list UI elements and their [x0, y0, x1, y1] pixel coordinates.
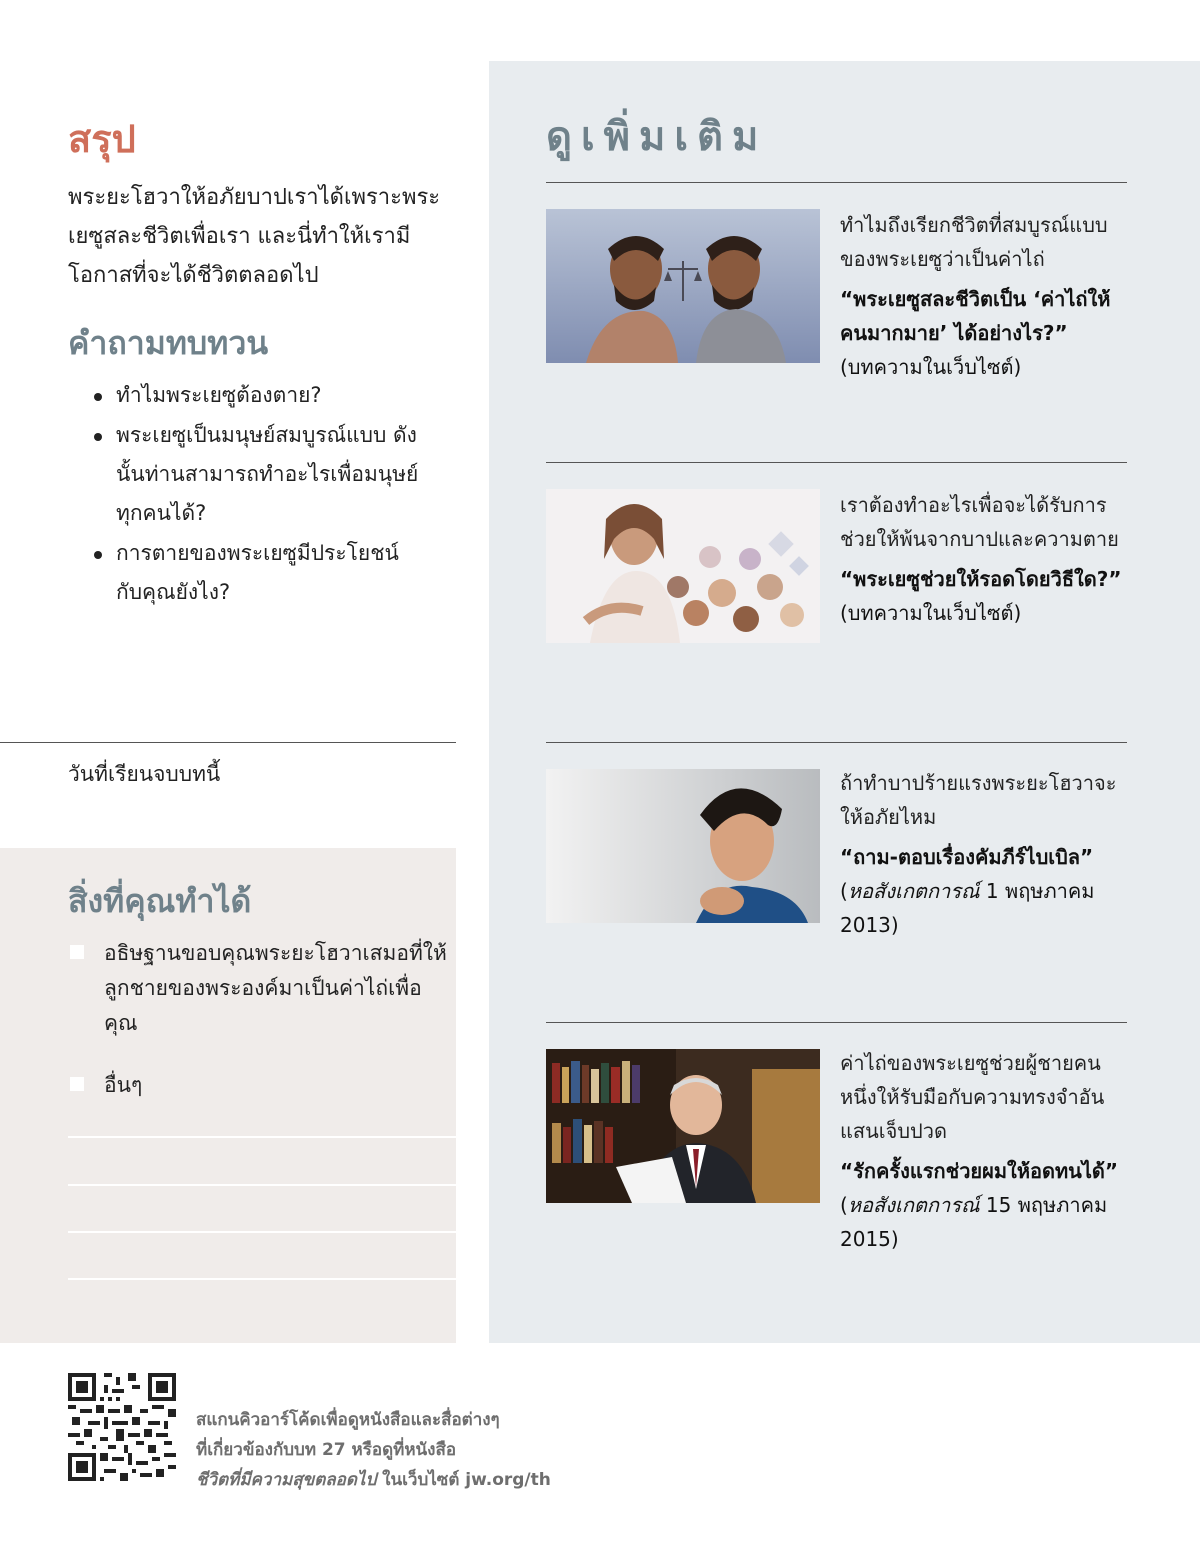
- review-question: พระเยซูเป็นมนุษย์สมบูรณ์แบบ ดังนั้นท่านสามารถทำอะไรเพื่อมนุษย์ทุกคนได้?: [92, 416, 422, 533]
- entry-source-publication: หอสังเกตการณ์: [847, 879, 980, 903]
- summary-text: พระยะโฮวาให้อภัยบาปเราได้เพราะพระเยซูสละชีวิตเพื่อเรา และนี่ทำให้เรามีโอกาสที่จะได้ชีวิตตลอดไป: [68, 185, 441, 288]
- entry-source-publication: หอสังเกตการณ์: [847, 1193, 980, 1217]
- entry-link-title[interactable]: “ถาม-ตอบเรื่องคัมภีร์ไบเบิล”: [840, 845, 1094, 869]
- qr-code-icon[interactable]: [68, 1373, 176, 1481]
- divider: [546, 1022, 1127, 1023]
- todo-item-label: อื่นๆ: [104, 1073, 143, 1097]
- writing-line[interactable]: [68, 1278, 456, 1280]
- entry-source: (หอสังเกตการณ์ 15 พฤษภาคม 2015): [840, 1193, 1108, 1251]
- book-title: ชีวิตที่มีความสุขตลอดไป: [196, 1470, 377, 1490]
- see-more-entry: [840, 208, 1130, 384]
- todo-item[interactable]: [68, 936, 448, 1041]
- entry-source: (บทความในเว็บไซต์): [840, 601, 1022, 625]
- completion-date-label: วันที่เรียนจบบทนี้: [68, 762, 221, 786]
- two-men-scales-image[interactable]: [546, 209, 820, 363]
- see-more-heading: ดูเพิ่มเติม: [546, 114, 768, 160]
- entry-source: (บทความในเว็บไซต์): [840, 355, 1022, 379]
- qr-caption-line: [196, 1465, 551, 1495]
- todo-heading: สิ่งที่คุณทำได้: [68, 882, 252, 920]
- divider: [546, 742, 1127, 743]
- see-more-entry: [840, 1046, 1130, 1256]
- entry-source: (หอสังเกตการณ์ 1 พฤษภาคม 2013): [840, 879, 1095, 937]
- writing-line[interactable]: [68, 1184, 456, 1186]
- entry-link-title[interactable]: “รักครั้งแรกช่วยผมให้อดทนได้”: [840, 1159, 1119, 1183]
- see-more-entry: [840, 488, 1130, 630]
- writing-line[interactable]: [68, 1231, 456, 1233]
- entry-link-title[interactable]: “พระเยซูช่วยให้รอดโดยวิธีใด?”: [840, 567, 1122, 591]
- entry-question: เราต้องทำอะไรเพื่อจะได้รับการช่วยให้พ้นจากบาปและความตาย: [840, 493, 1119, 551]
- summary-heading: สรุป: [68, 117, 136, 161]
- entry-question: ทำไมถึงเรียกชีวิตที่สมบูรณ์แบบของพระเยซูว่าเป็นค่าไถ่: [840, 213, 1108, 271]
- qr-caption: [196, 1405, 551, 1495]
- checkbox[interactable]: [70, 945, 84, 959]
- see-more-entry: [840, 766, 1130, 942]
- date-divider: [0, 742, 456, 743]
- qr-caption-line: ที่เกี่ยวข้องกับบท 27 หรือดูที่หนังสือ: [196, 1440, 457, 1460]
- entry-source-date: 1 พฤษภาคม 2013: [840, 879, 1095, 937]
- qr-caption-line: สแกนคิวอาร์โค้ดเพื่อดูหนังสือและสื่อต่างๆ: [196, 1410, 500, 1430]
- jesus-crowd-image[interactable]: [546, 489, 820, 643]
- todo-item[interactable]: [68, 1068, 448, 1103]
- review-question: ทำไมพระเยซูต้องตาย?: [92, 376, 422, 415]
- review-questions-heading: คำถามทบทวน: [68, 324, 269, 362]
- website-text[interactable]: ในเว็บไซต์ jw.org/th: [376, 1470, 551, 1490]
- entry-source-date: 15 พฤษภาคม 2015: [840, 1193, 1108, 1251]
- divider: [546, 462, 1127, 463]
- entry-question: ถ้าทำบาปร้ายแรงพระยะโฮวาจะให้อภัยไหม: [840, 771, 1117, 829]
- entry-question: ค่าไถ่ของพระเยซูช่วยผู้ชายคนหนึ่งให้รับมือกับความทรงจำอันแสนเจ็บปวด: [840, 1051, 1105, 1143]
- writing-line[interactable]: [68, 1136, 456, 1138]
- todo-item-label: อธิษฐานขอบคุณพระยะโฮวาเสมอที่ให้ลูกชายของพระองค์มาเป็นค่าไถ่เพื่อคุณ: [104, 941, 447, 1035]
- checkbox[interactable]: [70, 1077, 84, 1091]
- review-question: การตายของพระเยซูมีประโยชน์กับคุณยังไง?: [92, 534, 422, 612]
- man-praying-image[interactable]: [546, 769, 820, 923]
- review-questions-list: [92, 376, 422, 613]
- entry-link-title[interactable]: “พระเยซูสละชีวิตเป็น ‘ค่าไถ่ให้คนมากมาย’ ได้อย่างไร?”: [840, 287, 1111, 345]
- divider: [546, 182, 1127, 183]
- man-reading-image[interactable]: [546, 1049, 820, 1203]
